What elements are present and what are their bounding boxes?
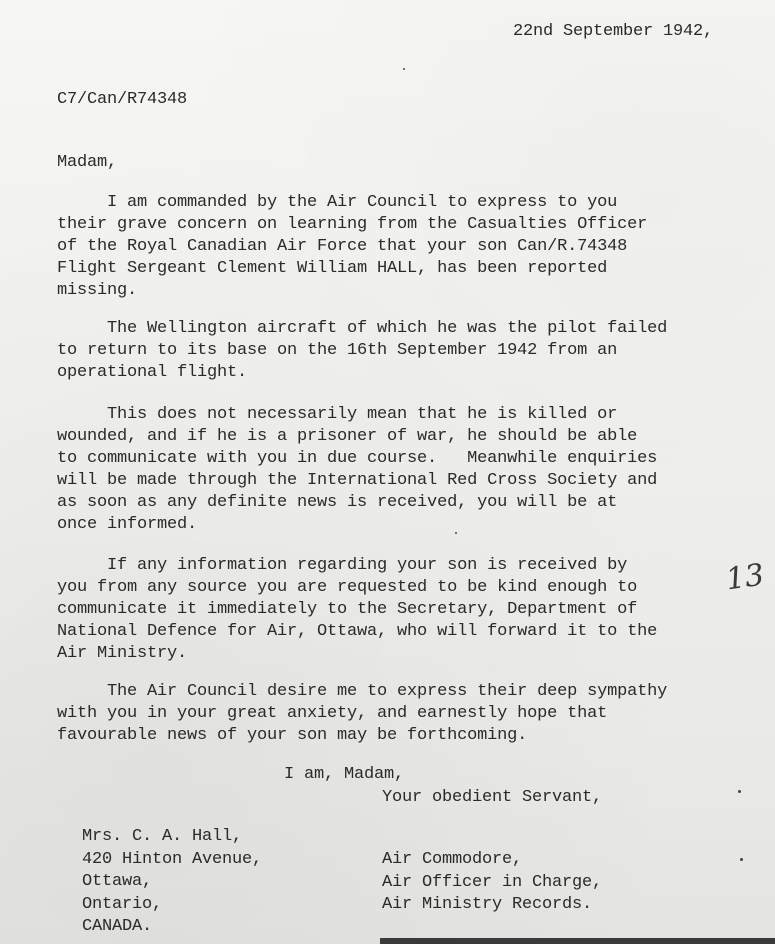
paragraph-2	[57, 318, 667, 384]
text-line: missing.	[57, 281, 138, 300]
signatory-line: Air Commodore,	[382, 850, 523, 869]
text-line: The Air Council desire me to express their deep sympathy	[57, 682, 668, 701]
text-line: will be made through the International Red Cross Society and	[57, 471, 658, 490]
closing-line-2: Your obedient Servant,	[382, 788, 603, 807]
letter-date: 22nd September 1942,	[513, 22, 714, 41]
text-line: of the Royal Canadian Air Force that your son Can/R.74348	[57, 237, 628, 256]
ink-speck	[403, 68, 405, 70]
text-line: once informed.	[57, 515, 198, 534]
text-line: I am commanded by the Air Council to express to you	[57, 193, 618, 212]
text-line: to return to its base on the 16th September 1942 from an	[57, 341, 618, 360]
salutation: Madam,	[57, 153, 118, 172]
closing-line-1: I am, Madam,	[284, 765, 405, 784]
signatory-line: Air Officer in Charge,	[382, 872, 603, 892]
scan-edge-shadow	[380, 938, 775, 944]
text-line: to communicate with you in due course. Meanwhile enquiries	[57, 449, 658, 468]
address-line: CANADA.	[82, 917, 153, 936]
ink-speck	[455, 532, 457, 534]
text-line: communicate it immediately to the Secretary, Department of	[57, 600, 638, 619]
address-line: Ottawa,	[82, 872, 153, 891]
text-line: This does not necessarily mean that he is killed or	[57, 405, 618, 424]
address-line: Ontario,	[82, 894, 163, 914]
signatory-title	[382, 849, 602, 917]
text-line: The Wellington aircraft of which he was the pilot failed	[57, 319, 668, 338]
paragraph-3	[57, 404, 657, 536]
text-line: Air Ministry.	[57, 644, 188, 663]
reference-number: C7/Can/R74348	[57, 90, 188, 109]
text-line: as soon as any definite news is received, you will be at	[57, 493, 618, 512]
text-line: their grave concern on learning from the Casualties Officer	[57, 215, 648, 234]
text-line: National Defence for Air, Ottawa, who will forward it to the	[57, 622, 658, 641]
paragraph-4	[57, 555, 657, 665]
paragraph-1	[57, 192, 647, 302]
recipient-address	[82, 826, 262, 939]
text-line: If any information regarding your son is received by	[57, 556, 628, 575]
handwritten-page-number: 13	[723, 557, 767, 598]
address-line: 420 Hinton Avenue,	[82, 849, 263, 869]
signatory-line: Air Ministry Records.	[382, 895, 593, 914]
text-line: operational flight.	[57, 363, 248, 382]
text-line: with you in your great anxiety, and earnestly hope that	[57, 704, 608, 723]
address-line: Mrs. C. A. Hall,	[82, 827, 243, 846]
ink-speck	[740, 858, 743, 861]
text-line: favourable news of your son may be forthcoming.	[57, 726, 528, 745]
ink-speck	[738, 790, 741, 793]
text-line: Flight Sergeant Clement William HALL, has been reported	[57, 259, 608, 278]
text-line: wounded, and if he is a prisoner of war, he should be able	[57, 427, 638, 446]
text-line: you from any source you are requested to be kind enough to	[57, 578, 638, 597]
paragraph-5	[57, 681, 667, 747]
